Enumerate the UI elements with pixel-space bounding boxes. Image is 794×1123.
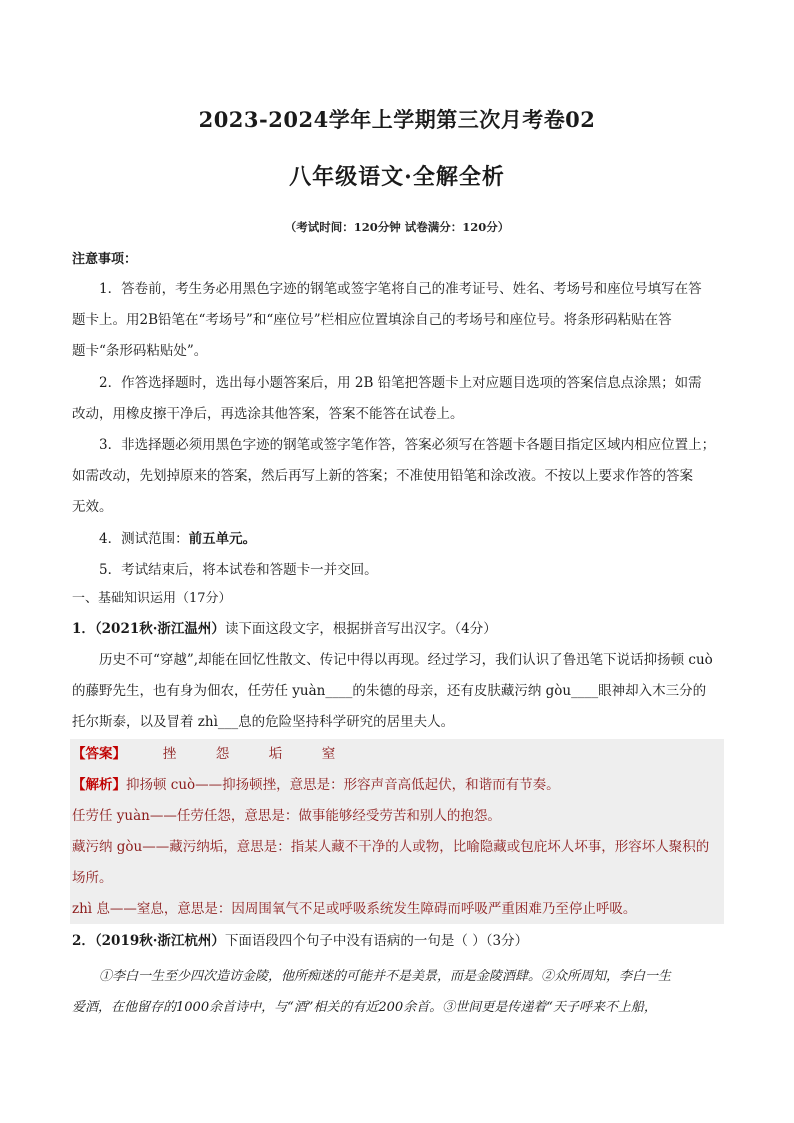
- section-heading: 一、基础知识运用（17分）: [72, 591, 232, 606]
- notes-heading: 注意事项：: [72, 252, 138, 267]
- notes-item-2: [72, 368, 724, 430]
- answer-label: 【答案】: [72, 746, 126, 762]
- analysis-1: 抑扬顿 cuò——抑扬顿挫，意思是：形容声音高低起伏，和谐而有节奏。: [126, 777, 560, 793]
- exam-meta: （考试时间：120分钟 试卷满分：120分）: [284, 220, 510, 234]
- notes-item-1-line3: 题卡“条形码粘贴处”。: [72, 343, 208, 359]
- q1-line3: 托尔斯泰，以及冒着 zhì___息的危险坚持科学研究的居里夫人。: [72, 714, 455, 730]
- q2-source: （2019秋·浙江杭州）: [94, 933, 225, 949]
- q2-stem: 下面语段四个句子中没有语病的一句是（ ）（3分）: [224, 933, 529, 949]
- notes-item-4-value: 前五单元。: [188, 531, 257, 547]
- q1-number: 1．: [72, 621, 95, 637]
- analysis-3-line2: 场所。: [72, 870, 113, 886]
- notes-item-5: [72, 555, 724, 586]
- q1-line1: 历史不可“穿越”,却能在回忆性散文、传记中得以再现。经过学习，我们认识了鲁迅笔下说话抑扬顿 cuò: [99, 652, 713, 668]
- q2-number: 2．: [72, 933, 95, 949]
- notes-item-4-prefix: 4．测试范围：: [99, 531, 189, 547]
- q1-line2: 的藤野先生，也有身为佃农，任劳任 yuàn____的朱德的母亲，还有皮肤藏污纳 gòu____眼神却入木三分的: [72, 683, 707, 699]
- analysis-2: 任劳任 yuàn——任劳任怨，意思是：做事能够经受劳苦和别人的抱怨。: [72, 808, 501, 824]
- notes-item-3-line3: 无效。: [72, 499, 113, 515]
- answer-word-4: 窒: [321, 746, 336, 762]
- notes-item-3-line1: 3．非选择题必须用黑色字迹的钢笔或签字笔作答，答案必须写在答题卡各题目指定区域内相应位置上；: [99, 437, 716, 453]
- q1-source: （2021秋·浙江温州）: [94, 621, 225, 637]
- answer-word-3: 垢: [268, 746, 283, 762]
- notes-item-1-line1: 1．答卷前，考生务必用黑色字迹的钢笔或签字笔将自己的准考证号、姓名、考场号和座位号填写在答: [99, 281, 702, 297]
- answer-word-1: 挫: [162, 746, 177, 762]
- notes-item-2-line1: 2．作答选择题时，选出每小题答案后，用 2B 铅笔把答题卡上对应题目选项的答案信息点涂黑；如需: [99, 375, 702, 391]
- q2-line2: 爱酒，在他留存的1000余首诗中，与“酒”相关的有近200余首。③世间更是传递着“天子呼来不上船，: [72, 1000, 657, 1015]
- notes-item-5-text: 5．考试结束后，将本试卷和答题卡一并交回。: [99, 562, 378, 578]
- q2-line1: ①李白一生至少四次造访金陵，他所痴迷的可能并不是美景，而是金陵酒肆。②众所周知，李白一生: [99, 969, 672, 984]
- answer-line: [72, 739, 724, 770]
- q1-stem: 读下面这段文字，根据拼音写出汉字。（4分）: [224, 621, 497, 637]
- analysis-3-line1: 藏污纳 gòu——藏污纳垢，意思是：指某人藏不干净的人或物，比喻隐藏或包庇坏人坏事，形容坏人聚积的: [72, 839, 710, 855]
- analysis-label: 【解析】: [72, 777, 126, 793]
- notes-item-2-line2: 改动，用橡皮擦干净后，再选涂其他答案，答案不能答在试卷上。: [72, 406, 464, 422]
- answer-word-2: 怨: [215, 746, 230, 762]
- analysis-4: zhì 息——窒息，意思是：因周围氧气不足或呼吸系统发生障碍而呼吸严重困难乃至停止呼吸。: [72, 901, 637, 917]
- exam-subtitle: 八年级语文·全解全析: [289, 164, 505, 190]
- notes-item-4: [72, 524, 724, 555]
- notes-item-3-line2: 如需改动，先划掉原来的答案，然后再写上新的答案；不准使用铅笔和涂改液。不按以上要求作答的答案: [72, 468, 693, 484]
- notes-item-1-line2: 题卡上。用2B铅笔在“考场号”和“座位号”栏相应位置填涂自己的考场号和座位号。将条形码粘贴在答: [72, 312, 672, 328]
- notes-item-3: [72, 430, 724, 523]
- exam-title: 2023-2024学年上学期第三次月考卷02: [198, 107, 596, 132]
- question-1: [72, 614, 724, 738]
- notes-item-1: [72, 274, 724, 367]
- analysis-block: [72, 770, 724, 925]
- question-2: [72, 926, 724, 1023]
